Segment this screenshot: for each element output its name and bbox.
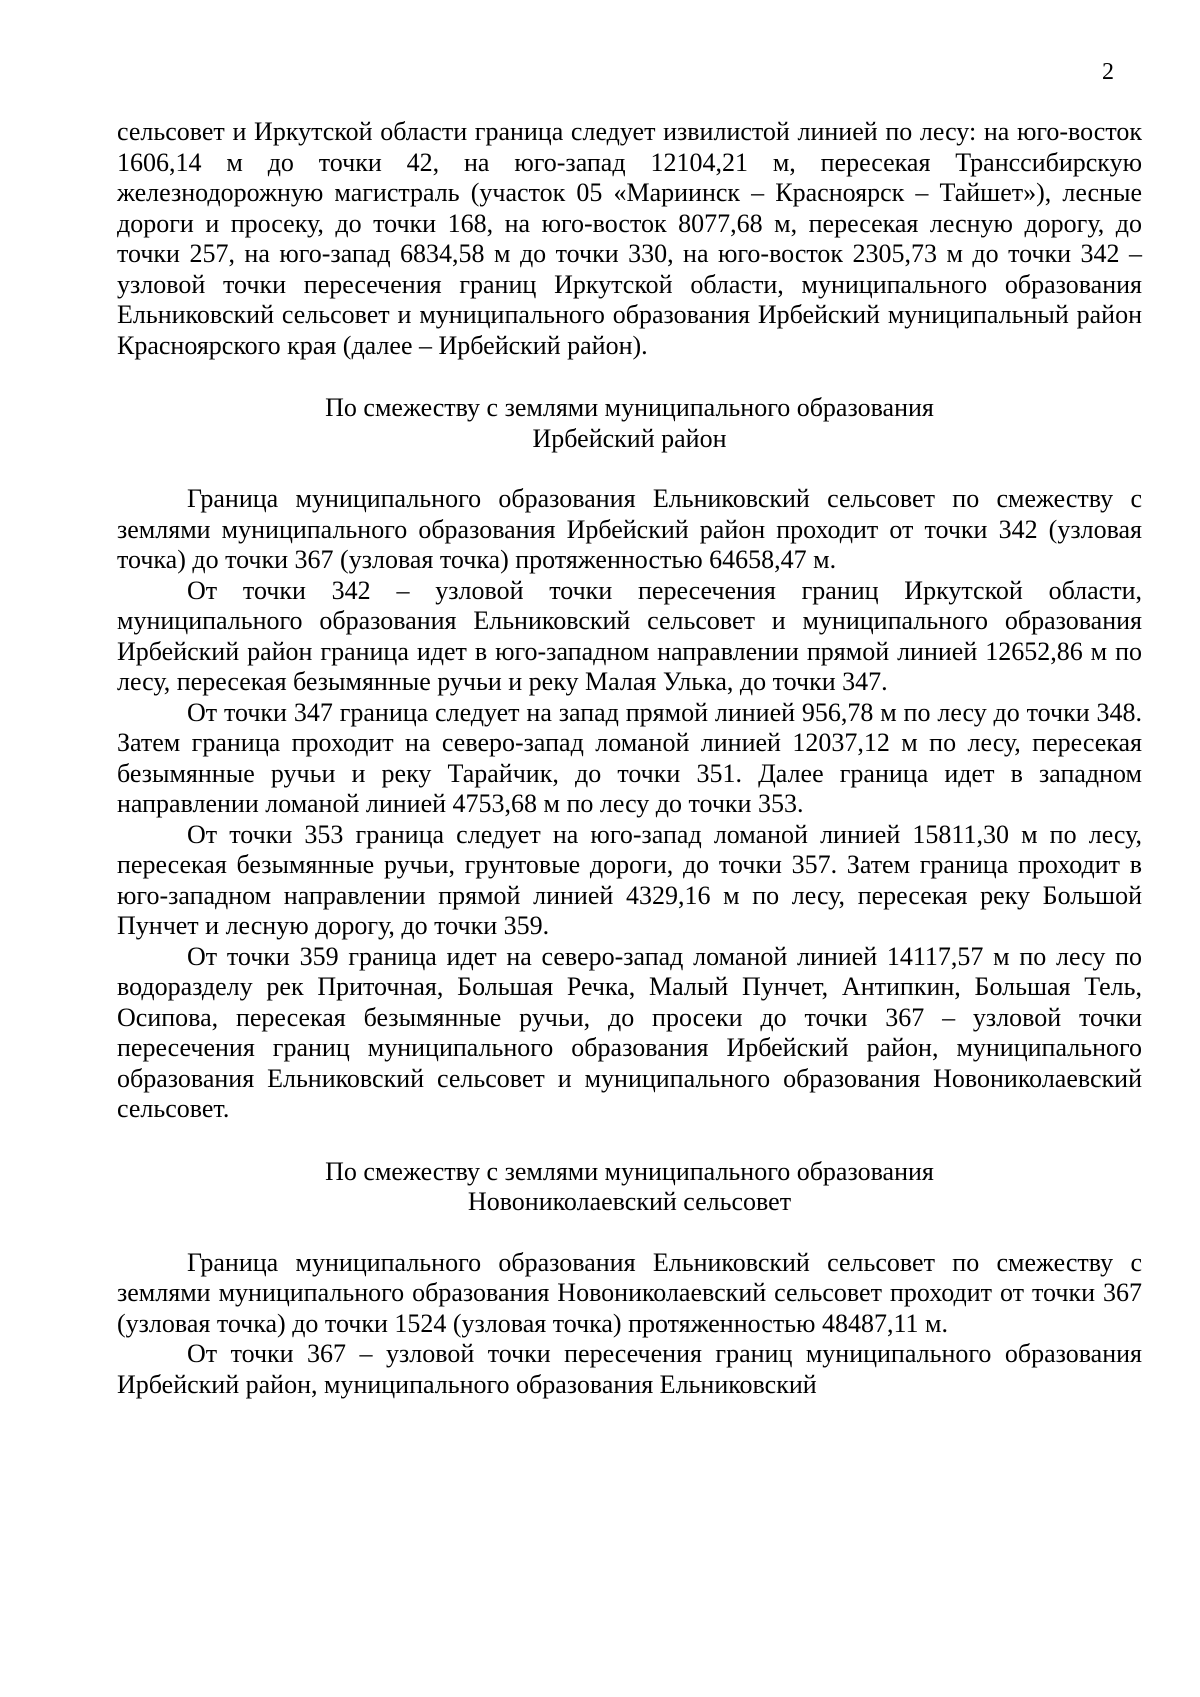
spacer [117,1125,1142,1157]
paragraph: Граница муниципального образования Ельниковский сельсовет по смежеству с землями муниципального образования Ирбейский район проходит от точки 342 (узловая точка) до точки 367 (узловая точка) протяженностью 64658,47 м. [117,484,1142,574]
paragraph: От точки 353 граница следует на юго-запад ломаной линией 15811,30 м по лесу, пересекая безымянные ручьи, грунтовые дороги, до точки 357. Затем граница проходит в юго-западном направлении прямой линией 4329,16 м по лесу, пересекая реку Большой Пунчет и лесную дорогу, до точки 359. [117,819,1142,940]
section-heading-line: По смежеству с землями муниципального образования [325,1156,934,1186]
paragraph: От точки 359 граница идет на северо-запад ломаной линией 14117,57 м по лесу по водоразделу рек Приточная, Большая Речка, Малый Пунчет, Антипкин, Большая Тель, Осипова, пересекая безымянные ручьи, до просеки до точки 367 – узловой точки пересечения границ муниципального образования Ирбейский район, муниципального образования Ельниковский сельсовет и муниципального образования Новониколаевский сельсовет. [117,941,1142,1123]
paragraph: От точки 347 граница следует на запад прямой линией 956,78 м по лесу до точки 348. Затем граница проходит на северо-запад ломаной линией 12037,12 м по лесу, пересекая безымянные ручьи и реку Тарайчик, до точки 351. Далее граница идет в западном направлении ломаной линией 4753,68 м по лесу до точки 353. [117,697,1142,818]
spacer [117,361,1142,393]
paragraph: От точки 342 – узловой точки пересечения границ Иркутской области, муниципального образования Ельниковский сельсовет и муниципального образования Ирбейский район граница идет в юго-западном направлении прямой линией 12652,86 м по лесу, пересекая безымянные ручьи и реку Малая Улька, до точки 347. [117,575,1142,696]
section-heading-line: Новониколаевский сельсовет [467,1187,792,1216]
section-heading-irbey [117,393,1142,454]
section-heading-line: По смежеству с землями муниципального образования [325,393,934,422]
section-heading-novonikolaevsky [117,1157,1142,1218]
spacer [117,1218,1142,1248]
paragraph: Граница муниципального образования Ельниковский сельсовет по смежеству с землями муниципального образования Новониколаевский сельсовет проходит от точки 367 (узловая точка) до точки 1524 (узловая точка) протяженностью 48487,11 м. [117,1247,1142,1338]
section-heading-line: Ирбейский район [532,423,727,453]
spacer [117,454,1142,484]
page-number: 2 [1102,59,1114,85]
document-body [117,117,1142,1400]
paragraph: От точки 367 – узловой точки пересечения границ муниципального образования Ирбейский район, муниципального образования Ельниковский [117,1339,1142,1399]
intro-paragraph: сельсовет и Иркутской области граница следует извилистой линией по лесу: на юго-восток 1606,14 м до точки 42, на юго-запад 12104,21 м, пересекая Транссибирскую железнодорожную магистраль (участок 05 «Мариинск – Красноярск – Тайшет»), лесные дороги и просеку, до точки 168, на юго-восток 8077,68 м, пересекая лесную дорогу, до точки 257, на юго-запад 6834,58 м до точки 330, на юго-восток 2305,73 м до точки 342 – узловой точки пересечения границ Иркутской области, муниципального образования Ельниковский сельсовет и муниципального образования Ирбейский муниципальный район Красноярского края (далее – Ирбейский район). [117,117,1142,360]
